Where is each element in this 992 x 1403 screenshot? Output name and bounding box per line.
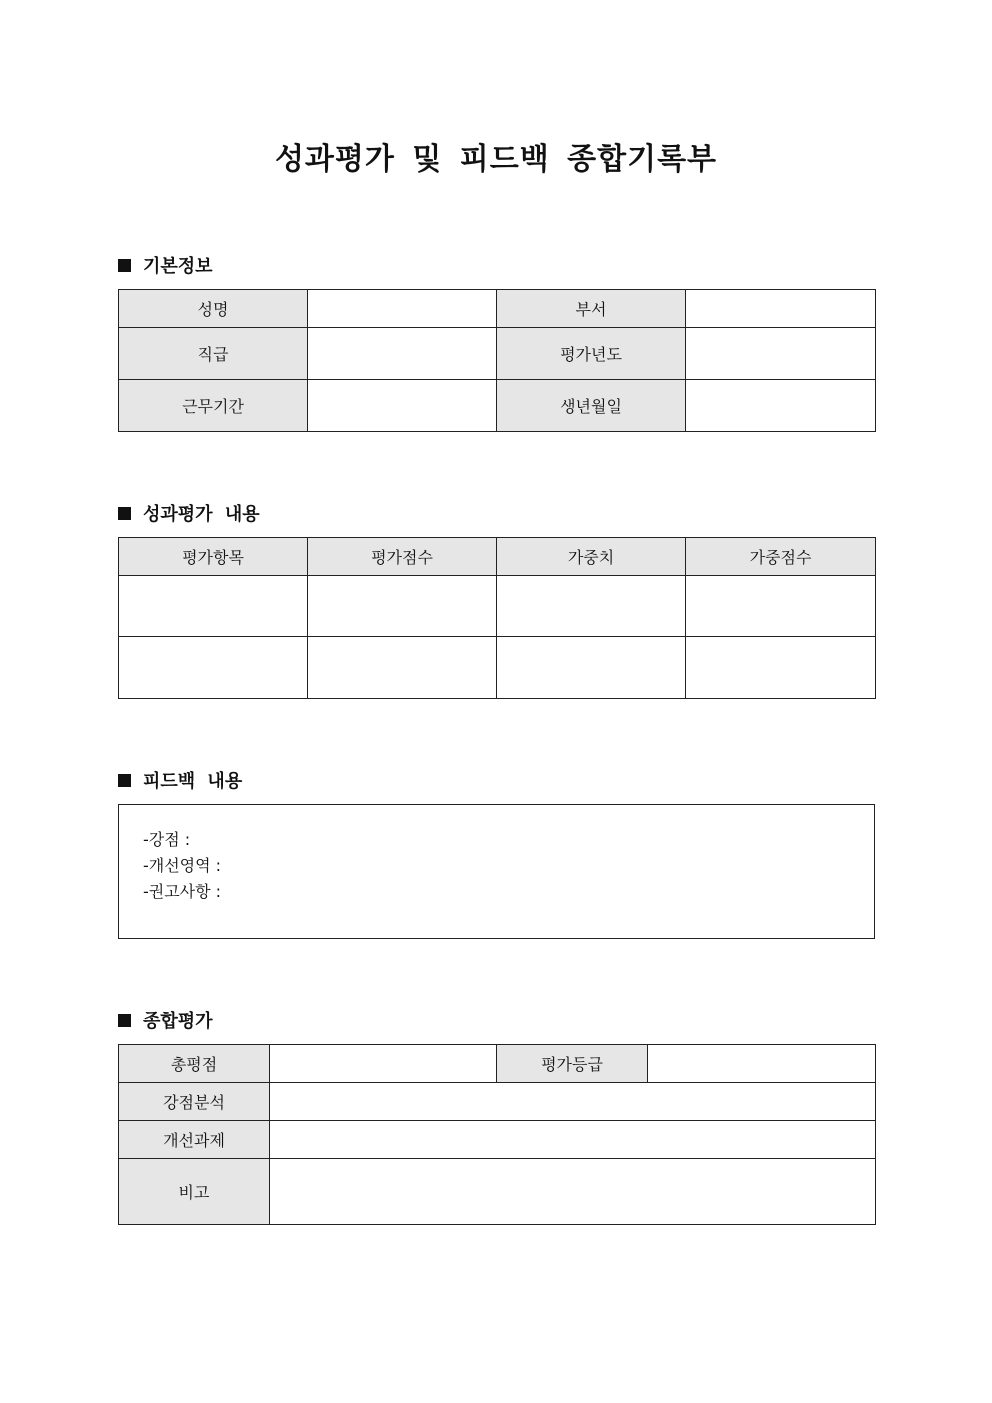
score-cell[interactable] xyxy=(308,637,497,699)
basic-info-table xyxy=(118,289,876,432)
name-field[interactable] xyxy=(308,290,497,328)
square-bullet-icon xyxy=(118,774,131,787)
label-dept: 부서 xyxy=(497,290,686,328)
weight-cell[interactable] xyxy=(497,637,686,699)
section-heading-feedback xyxy=(118,767,242,793)
label-strength: 강점분석 xyxy=(119,1083,270,1121)
label-year: 평가년도 xyxy=(497,328,686,380)
square-bullet-icon xyxy=(118,507,131,520)
table-row xyxy=(119,637,876,699)
weighted-score-cell[interactable] xyxy=(686,637,876,699)
position-field[interactable] xyxy=(308,328,497,380)
column-header: 평가항목 xyxy=(119,538,308,576)
section-heading-performance xyxy=(118,500,260,526)
weighted-score-cell[interactable] xyxy=(686,576,876,637)
feedback-strength-line: -강점 : xyxy=(143,830,191,849)
dept-field[interactable] xyxy=(686,290,876,328)
square-bullet-icon xyxy=(118,1014,131,1027)
label-birth: 생년월일 xyxy=(497,380,686,432)
feedback-box[interactable] xyxy=(118,804,875,939)
summary-table xyxy=(118,1044,876,1225)
year-field[interactable] xyxy=(686,328,876,380)
strength-field[interactable] xyxy=(270,1083,876,1121)
note-field[interactable] xyxy=(270,1159,876,1225)
total-field[interactable] xyxy=(270,1045,497,1083)
label-task: 개선과제 xyxy=(119,1121,270,1159)
label-name: 성명 xyxy=(119,290,308,328)
column-header: 가중점수 xyxy=(686,538,876,576)
task-field[interactable] xyxy=(270,1121,876,1159)
weight-cell[interactable] xyxy=(497,576,686,637)
square-bullet-icon xyxy=(118,259,131,272)
section-label: 종합평가 xyxy=(143,1011,213,1032)
column-header: 가중치 xyxy=(497,538,686,576)
label-grade: 평가등급 xyxy=(497,1045,648,1083)
feedback-improvement-line: -개선영역 : xyxy=(143,856,222,875)
section-heading-basic xyxy=(118,252,213,278)
label-note: 비고 xyxy=(119,1159,270,1225)
performance-table xyxy=(118,537,876,699)
item-cell[interactable] xyxy=(119,637,308,699)
section-heading-summary xyxy=(118,1007,213,1033)
table-row xyxy=(119,576,876,637)
label-position: 직급 xyxy=(119,328,308,380)
column-header: 평가점수 xyxy=(308,538,497,576)
score-cell[interactable] xyxy=(308,576,497,637)
label-period: 근무기간 xyxy=(119,380,308,432)
label-total: 총평점 xyxy=(119,1045,270,1083)
document-title: 성과평가 및 피드백 종합기록부 xyxy=(274,142,718,177)
birth-field[interactable] xyxy=(686,380,876,432)
section-label: 성과평가 내용 xyxy=(143,504,260,525)
item-cell[interactable] xyxy=(119,576,308,637)
feedback-recommendation-line: -권고사항 : xyxy=(143,882,222,901)
section-label: 피드백 내용 xyxy=(143,771,243,792)
section-label: 기본정보 xyxy=(143,256,213,277)
grade-field[interactable] xyxy=(648,1045,876,1083)
period-field[interactable] xyxy=(308,380,497,432)
